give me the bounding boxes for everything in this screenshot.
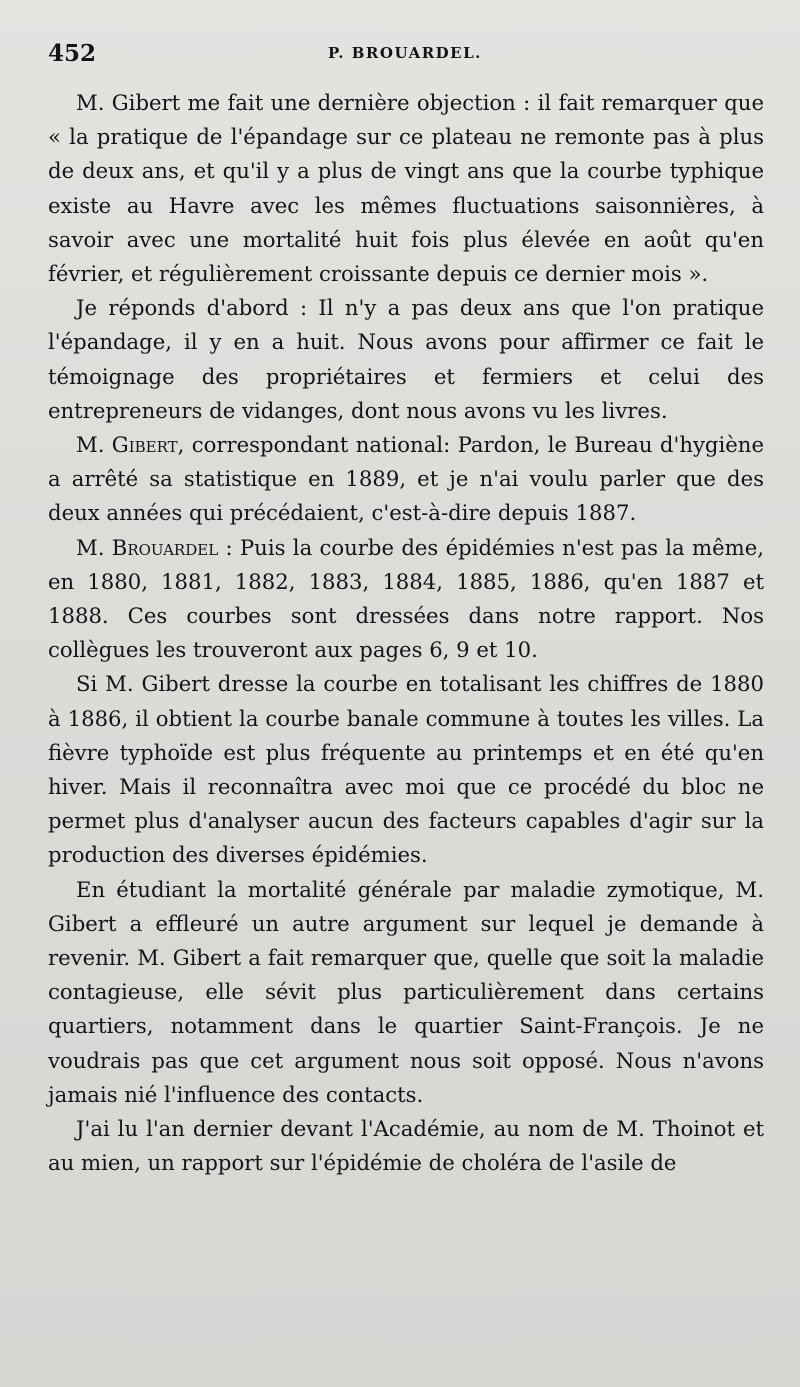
page-header: [48, 40, 764, 74]
paragraph-text: M. Gibert me fait une dernière objection : il fait remarquer que « la pratique de l'épandage sur ce plateau ne remonte pas à plus de deux ans, et qu'il y a plus de vingt ans que la courbe typhique existe au Havre avec les mêmes fluctuations saisonnières, à savoir avec une mortalité huit fois plus élevée en août qu'en février, et régulièrement croissante depuis ce dernier mois ».: [48, 90, 764, 287]
paragraph-mortalite: [48, 873, 764, 1112]
paragraph-brouardel-response: [48, 531, 764, 668]
paragraph-text: , correspondant national: Pardon, le Bureau d'hygiène a arrêté sa statistique en 1889, et je n'ai voulu parler que des deux années qui précédaient, c'est-à-dire depuis 1887.: [48, 432, 764, 526]
speaker-name: Gibert: [111, 432, 178, 458]
speaker-prefix: M.: [76, 432, 112, 458]
paragraph-gibert-objection: [48, 86, 764, 291]
paragraph-cholera: [48, 1112, 764, 1180]
paragraph-text: En étudiant la mortalité générale par maladie zymotique, M. Gibert a effleuré un autre argument sur lequel je demande à revenir. M. Gibert a fait remarquer que, quelle que soit la maladie contagieuse, elle sévit plus particulièrement dans certains quartiers, notamment dans le quartier Saint-François. Je ne voudrais pas que cet argument nous soit opposé. Nous n'avons jamais nié l'influence des contacts.: [48, 876, 764, 1107]
page-number: 452: [48, 40, 97, 67]
paragraph-text: : Puis la courbe des épidémies n'est pas la même, en 1880, 1881, 1882, 1883, 1884, 1885, 1886, qu'en 1887 et 1888. Ces courbes sont dressées dans notre rapport. Nos collègues les trouveront aux pages 6, 9 et 10.: [48, 534, 764, 663]
paragraph-text: Je réponds d'abord : Il n'y a pas deux ans que l'on pratique l'épandage, il y en a huit. Nous avons pour affirmer ce fait le témoignage des propriétaires et fermiers et celui des entrepreneurs de vidanges, dont nous avons vu les livres.: [48, 295, 764, 423]
paragraph-gibert-interjection: [48, 428, 764, 531]
paragraph-courbe: [48, 667, 764, 872]
paragraph-text: J'ai lu l'an dernier devant l'Académie, au nom de M. Thoinot et au mien, un rapport sur l'épidémie de choléra de l'asile de: [48, 1116, 764, 1176]
speaker-prefix: M.: [76, 534, 112, 560]
paragraph-text: Si M. Gibert dresse la courbe en totalisant les chiffres de 1880 à 1886, il obtient la courbe banale commune à toutes les villes. La fièvre typhoïde est plus fréquente au printemps et en été qu'en hiver. Mais il reconnaîtra avec moi que ce procédé du bloc ne permet plus d'analyser aucun des facteurs capables d'agir sur la production des diverses épidémies.: [48, 671, 764, 868]
speaker-name: Brouardel: [111, 534, 219, 560]
body-text: [48, 86, 764, 1181]
paragraph-reply: [48, 291, 764, 428]
running-head: P. BROUARDEL.: [328, 44, 482, 62]
